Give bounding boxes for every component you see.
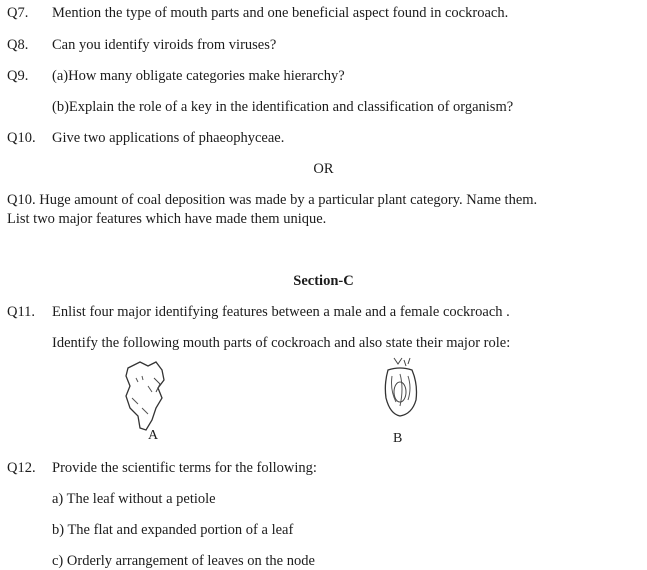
question-text: Mention the type of mouth parts and one beneficial aspect found in cockroach.	[52, 5, 509, 21]
section-heading: Section-C	[293, 273, 354, 289]
mouthpart-a-drawing	[118, 358, 178, 438]
figure-label-a: A	[148, 428, 159, 443]
question-number: Q11.	[7, 304, 36, 320]
question-number: Q12.	[7, 460, 36, 476]
question-text-a: (a)How many obligate categories make hierarchy?	[52, 68, 345, 84]
question-text: Provide the scientific terms for the following:	[52, 460, 317, 476]
question-number: Q8.	[7, 37, 29, 53]
question-text-b: (b)Explain the role of a key in the identification and classification of organism?	[52, 99, 514, 115]
question-text: Give two applications of phaeophyceae.	[52, 130, 285, 146]
mouthpart-b-drawing	[378, 354, 424, 424]
list-item: a) The leaf without a petiole	[52, 491, 216, 507]
question-number: Q10.	[7, 130, 36, 146]
question-q10-alt-line1: Q10. Huge amount of coal deposition was made by a particular plant category. Name them.	[7, 192, 538, 208]
question-text: Can you identify viroids from viruses?	[52, 37, 277, 53]
question-q10-alt-line2: List two major features which have made them unique.	[7, 211, 327, 227]
question-number: Q9.	[7, 68, 29, 84]
list-item: b) The flat and expanded portion of a leaf	[52, 522, 294, 538]
list-item: c) Orderly arrangement of leaves on the node	[52, 553, 315, 569]
question-subtext: Identify the following mouth parts of cockroach and also state their major role:	[52, 335, 511, 351]
figure-label-b: B	[393, 431, 403, 446]
question-number: Q7.	[7, 5, 29, 21]
question-text: Enlist four major identifying features between a male and a female cockroach .	[52, 304, 510, 320]
or-divider: OR	[313, 161, 334, 177]
